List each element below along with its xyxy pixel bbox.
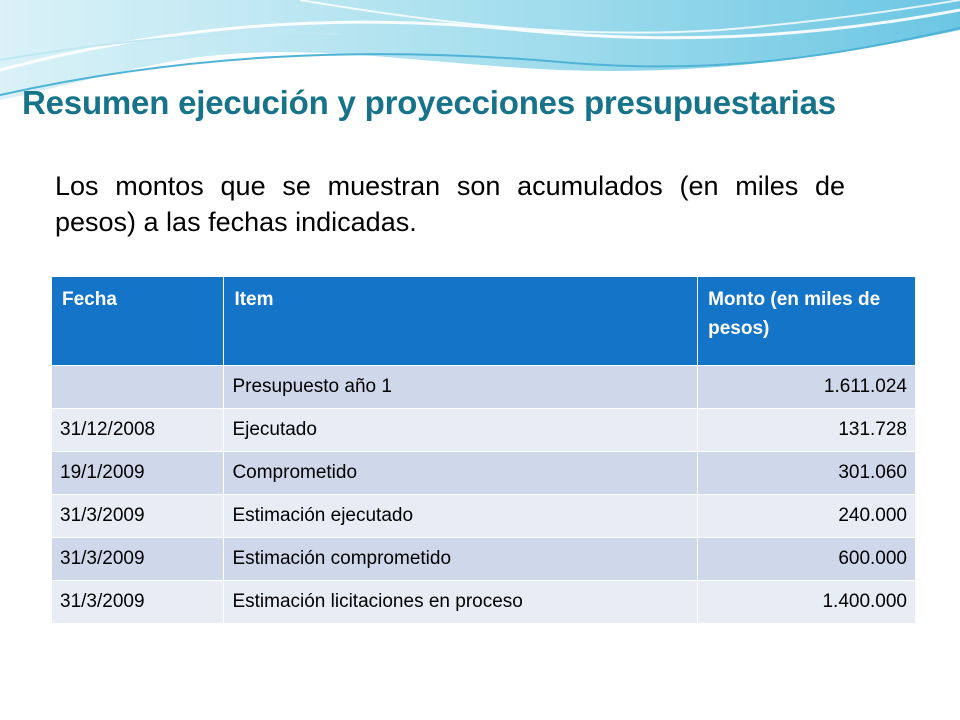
cell-item: Estimación comprometido	[224, 537, 698, 580]
cell-monto: 1.611.024	[698, 365, 916, 408]
cell-fecha: 19/1/2009	[52, 451, 224, 494]
intro-paragraph: Los montos que se muestran son acumulados (en miles de pesos) a las fechas indicadas.	[55, 171, 845, 237]
header-item: Item	[224, 277, 698, 365]
cell-fecha: 31/3/2009	[52, 537, 224, 580]
header-monto: Monto (en miles de pesos)	[698, 277, 916, 365]
cell-monto: 1.400.000	[698, 580, 916, 623]
cell-monto: 301.060	[698, 451, 916, 494]
table-header-row	[52, 277, 916, 365]
slide-title: Resumen ejecución y proyecciones presupuestarias	[22, 84, 836, 121]
table-row	[52, 580, 916, 623]
cell-item: Estimación ejecutado	[224, 494, 698, 537]
cell-fecha: 31/3/2009	[52, 494, 224, 537]
cell-fecha	[52, 365, 224, 408]
table-row	[52, 365, 916, 408]
cell-monto: 240.000	[698, 494, 916, 537]
table-row	[52, 494, 916, 537]
table-row	[52, 451, 916, 494]
table-row	[52, 408, 916, 451]
header-fecha: Fecha	[52, 277, 224, 365]
cell-monto: 600.000	[698, 537, 916, 580]
cell-item: Presupuesto año 1	[224, 365, 698, 408]
budget-table	[52, 277, 916, 623]
cell-fecha: 31/3/2009	[52, 580, 224, 623]
cell-monto: 131.728	[698, 408, 916, 451]
cell-item: Comprometido	[224, 451, 698, 494]
cell-fecha: 31/12/2008	[52, 408, 224, 451]
table-row	[52, 537, 916, 580]
cell-item: Estimación licitaciones en proceso	[224, 580, 698, 623]
cell-item: Ejecutado	[224, 408, 698, 451]
